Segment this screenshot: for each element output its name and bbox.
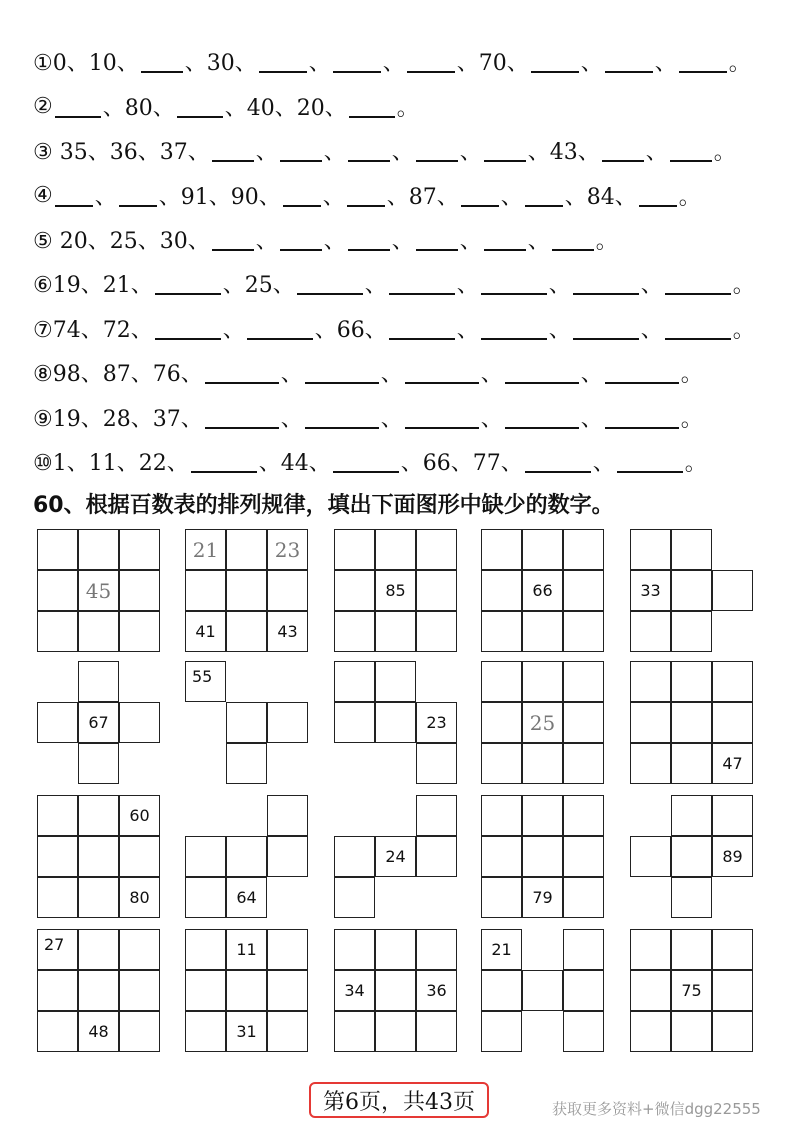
answer-blank[interactable] bbox=[665, 271, 731, 295]
sequence-text: 。 bbox=[713, 139, 736, 165]
sequence-text: 、 bbox=[323, 228, 346, 254]
grid-empty-cell[interactable] bbox=[267, 1011, 308, 1052]
answer-blank[interactable] bbox=[389, 271, 455, 295]
answer-blank[interactable] bbox=[405, 360, 479, 384]
grid-empty-cell[interactable] bbox=[185, 970, 226, 1011]
sequence-text: 、 bbox=[592, 450, 615, 476]
sequence-text: 、 bbox=[527, 228, 550, 254]
grid-empty-cell[interactable] bbox=[671, 570, 712, 611]
grid-given-number: 64 bbox=[226, 877, 267, 918]
grid-empty-cell[interactable] bbox=[37, 611, 78, 652]
sequence-text: 、 bbox=[580, 50, 603, 76]
grid-empty-cell[interactable] bbox=[712, 795, 753, 836]
sequence-text: 、 bbox=[548, 272, 571, 298]
grid-empty-cell[interactable] bbox=[334, 529, 375, 570]
grid-empty-cell[interactable] bbox=[267, 795, 308, 836]
grid-empty-cell[interactable] bbox=[375, 970, 416, 1011]
grid-empty-cell[interactable] bbox=[119, 529, 160, 570]
sequence-text: 。 bbox=[595, 228, 618, 254]
answer-blank[interactable] bbox=[525, 449, 591, 473]
grid-empty-cell[interactable] bbox=[481, 702, 522, 743]
answer-blank[interactable] bbox=[205, 405, 279, 429]
answer-blank[interactable] bbox=[280, 227, 322, 251]
answer-blank[interactable] bbox=[259, 49, 307, 73]
grid-empty-cell[interactable] bbox=[563, 1011, 604, 1052]
grid-empty-cell[interactable] bbox=[334, 702, 375, 743]
sequence-text: 、 bbox=[640, 272, 663, 298]
answer-blank[interactable] bbox=[155, 271, 221, 295]
sequence-text: 、66、77、 bbox=[400, 450, 523, 476]
grid-empty-cell[interactable] bbox=[416, 1011, 457, 1052]
grid-empty-cell[interactable] bbox=[522, 970, 563, 1011]
grid-given-number: 45 bbox=[78, 570, 119, 611]
grid-empty-cell[interactable] bbox=[563, 570, 604, 611]
grid-empty-cell[interactable] bbox=[481, 661, 522, 702]
grid-empty-cell[interactable] bbox=[522, 836, 563, 877]
grid-empty-cell[interactable] bbox=[563, 702, 604, 743]
grid-empty-cell[interactable] bbox=[481, 1011, 522, 1052]
grid-empty-cell[interactable] bbox=[78, 929, 119, 970]
answer-blank[interactable] bbox=[505, 405, 579, 429]
grid-empty-cell[interactable] bbox=[712, 661, 753, 702]
grid-empty-cell[interactable] bbox=[671, 702, 712, 743]
grid-empty-cell[interactable] bbox=[630, 970, 671, 1011]
grid-empty-cell[interactable] bbox=[37, 702, 78, 743]
sequence-text: 、 bbox=[580, 361, 603, 387]
sequence-row bbox=[33, 266, 755, 300]
grid-empty-cell[interactable] bbox=[375, 661, 416, 702]
sequence-text: ①0、10、 bbox=[33, 50, 139, 76]
answer-blank[interactable] bbox=[55, 183, 93, 207]
answer-blank[interactable] bbox=[605, 405, 679, 429]
grid-empty-cell[interactable] bbox=[416, 570, 457, 611]
grid-empty-cell[interactable] bbox=[416, 611, 457, 652]
sequence-text: 、87、 bbox=[386, 184, 459, 210]
answer-blank[interactable] bbox=[552, 227, 594, 251]
grid-empty-cell[interactable] bbox=[119, 929, 160, 970]
grid-empty-cell[interactable] bbox=[671, 836, 712, 877]
sequence-text: 、 bbox=[255, 139, 278, 165]
grid-empty-cell[interactable] bbox=[481, 836, 522, 877]
grid-empty-cell[interactable] bbox=[712, 702, 753, 743]
grid-given-number: 89 bbox=[712, 836, 753, 877]
grid-given-number: 48 bbox=[78, 1011, 119, 1052]
sequence-text: 、43、 bbox=[527, 139, 600, 165]
grid-empty-cell[interactable] bbox=[563, 877, 604, 918]
sequence-text: 、30、 bbox=[184, 50, 257, 76]
grid-empty-cell[interactable] bbox=[416, 795, 457, 836]
grid-empty-cell[interactable] bbox=[37, 529, 78, 570]
grid-empty-cell[interactable] bbox=[630, 929, 671, 970]
grid-empty-cell[interactable] bbox=[563, 795, 604, 836]
grid-given-number: 25 bbox=[522, 702, 563, 743]
grid-empty-cell[interactable] bbox=[712, 570, 753, 611]
answer-blank[interactable] bbox=[602, 138, 644, 162]
grid-empty-cell[interactable] bbox=[671, 743, 712, 784]
answer-blank[interactable] bbox=[212, 227, 254, 251]
grid-empty-cell[interactable] bbox=[226, 611, 267, 652]
grid-empty-cell[interactable] bbox=[671, 929, 712, 970]
grid-empty-cell[interactable] bbox=[671, 529, 712, 570]
grid-empty-cell[interactable] bbox=[671, 877, 712, 918]
answer-blank[interactable] bbox=[416, 138, 458, 162]
grid-empty-cell[interactable] bbox=[267, 836, 308, 877]
grid-empty-cell[interactable] bbox=[416, 743, 457, 784]
grid-empty-cell[interactable] bbox=[416, 529, 457, 570]
grid-given-number: 75 bbox=[671, 970, 712, 1011]
grid-empty-cell[interactable] bbox=[334, 929, 375, 970]
grid-empty-cell[interactable] bbox=[671, 795, 712, 836]
grid-empty-cell[interactable] bbox=[522, 529, 563, 570]
grid-given-number: 79 bbox=[522, 877, 563, 918]
sequence-text: ⑩1、11、22、 bbox=[33, 450, 189, 476]
answer-blank[interactable] bbox=[389, 316, 455, 340]
answer-blank[interactable] bbox=[212, 138, 254, 162]
grid-given-number: 66 bbox=[522, 570, 563, 611]
answer-blank[interactable] bbox=[531, 49, 579, 73]
sequence-text: 。 bbox=[396, 95, 419, 121]
grid-given-number: 34 bbox=[334, 970, 375, 1011]
sequence-text: 、 bbox=[459, 228, 482, 254]
sequence-text: ⑤ 20、25、30、 bbox=[33, 228, 210, 254]
grid-given-number: 21 bbox=[481, 929, 522, 970]
sequence-row bbox=[33, 133, 736, 167]
grid-empty-cell[interactable] bbox=[416, 929, 457, 970]
answer-blank[interactable] bbox=[247, 316, 313, 340]
grid-empty-cell[interactable] bbox=[226, 743, 267, 784]
sequence-text: 、 bbox=[548, 317, 571, 343]
grid-empty-cell[interactable] bbox=[630, 836, 671, 877]
sequence-text: 、 bbox=[380, 361, 403, 387]
sequence-text: 、 bbox=[323, 139, 346, 165]
grid-empty-cell[interactable] bbox=[375, 929, 416, 970]
grid-empty-cell[interactable] bbox=[334, 836, 375, 877]
answer-blank[interactable] bbox=[177, 94, 223, 118]
grid-given-number: 55 bbox=[185, 661, 226, 702]
grid-empty-cell[interactable] bbox=[563, 611, 604, 652]
answer-blank[interactable] bbox=[617, 449, 683, 473]
grid-given-number: 85 bbox=[375, 570, 416, 611]
grid-empty-cell[interactable] bbox=[267, 702, 308, 743]
sequence-text: 、25、 bbox=[222, 272, 295, 298]
sequence-text: 。 bbox=[732, 317, 755, 343]
grid-empty-cell[interactable] bbox=[78, 661, 119, 702]
grid-given-number: 23 bbox=[267, 529, 308, 570]
grid-empty-cell[interactable] bbox=[185, 836, 226, 877]
answer-blank[interactable] bbox=[605, 360, 679, 384]
sequence-text: ⑦74、72、 bbox=[33, 317, 153, 343]
grid-empty-cell[interactable] bbox=[37, 877, 78, 918]
sequence-text: 、84、 bbox=[564, 184, 637, 210]
answer-blank[interactable] bbox=[280, 138, 322, 162]
grid-empty-cell[interactable] bbox=[563, 743, 604, 784]
answer-blank[interactable] bbox=[305, 405, 379, 429]
sequence-text: 、 bbox=[391, 228, 414, 254]
grid-empty-cell[interactable] bbox=[267, 570, 308, 611]
sequence-text: 、 bbox=[94, 184, 117, 210]
grid-empty-cell[interactable] bbox=[185, 570, 226, 611]
grid-empty-cell[interactable] bbox=[78, 611, 119, 652]
watermark-text: 获取更多资料+微信dgg22555 bbox=[552, 1100, 761, 1118]
grid-empty-cell[interactable] bbox=[334, 570, 375, 611]
grid-empty-cell[interactable] bbox=[78, 836, 119, 877]
answer-blank[interactable] bbox=[484, 138, 526, 162]
grid-empty-cell[interactable] bbox=[375, 611, 416, 652]
sequence-text: 、44、 bbox=[258, 450, 331, 476]
answer-blank[interactable] bbox=[297, 271, 363, 295]
grid-empty-cell[interactable] bbox=[630, 1011, 671, 1052]
sequence-row bbox=[33, 222, 618, 256]
sequence-text: 。 bbox=[684, 450, 707, 476]
sequence-text: 、 bbox=[456, 272, 479, 298]
grid-empty-cell[interactable] bbox=[37, 836, 78, 877]
grid-empty-cell[interactable] bbox=[267, 970, 308, 1011]
sequence-row bbox=[33, 311, 755, 345]
sequence-row bbox=[33, 178, 701, 212]
answer-blank[interactable] bbox=[407, 49, 455, 73]
grid-empty-cell[interactable] bbox=[185, 1011, 226, 1052]
sequence-text: 。 bbox=[680, 406, 703, 432]
grid-empty-cell[interactable] bbox=[522, 611, 563, 652]
grid-given-number: 36 bbox=[416, 970, 457, 1011]
sequence-text: 、 bbox=[280, 361, 303, 387]
grid-empty-cell[interactable] bbox=[334, 611, 375, 652]
grid-empty-cell[interactable] bbox=[226, 529, 267, 570]
grid-empty-cell[interactable] bbox=[522, 743, 563, 784]
grid-given-number: 33 bbox=[630, 570, 671, 611]
grid-empty-cell[interactable] bbox=[563, 970, 604, 1011]
grid-empty-cell[interactable] bbox=[37, 1011, 78, 1052]
grid-empty-cell[interactable] bbox=[78, 877, 119, 918]
grid-empty-cell[interactable] bbox=[416, 836, 457, 877]
sequence-text: 、 bbox=[280, 406, 303, 432]
sequence-text: ④ bbox=[33, 182, 53, 208]
grid-empty-cell[interactable] bbox=[226, 702, 267, 743]
grid-empty-cell[interactable] bbox=[267, 929, 308, 970]
grid-empty-cell[interactable] bbox=[712, 970, 753, 1011]
grid-empty-cell[interactable] bbox=[630, 611, 671, 652]
grid-empty-cell[interactable] bbox=[630, 529, 671, 570]
answer-blank[interactable] bbox=[347, 183, 385, 207]
grid-empty-cell[interactable] bbox=[185, 929, 226, 970]
answer-blank[interactable] bbox=[333, 49, 381, 73]
sequence-text: 、 bbox=[500, 184, 523, 210]
answer-blank[interactable] bbox=[525, 183, 563, 207]
grid-empty-cell[interactable] bbox=[671, 661, 712, 702]
grid-empty-cell[interactable] bbox=[630, 661, 671, 702]
sequence-text: 、66、 bbox=[314, 317, 387, 343]
answer-blank[interactable] bbox=[348, 138, 390, 162]
sequence-text: 。 bbox=[678, 184, 701, 210]
grid-empty-cell[interactable] bbox=[375, 702, 416, 743]
answer-blank[interactable] bbox=[191, 449, 257, 473]
grid-empty-cell[interactable] bbox=[712, 929, 753, 970]
grid-given-number: 60 bbox=[119, 795, 160, 836]
grid-empty-cell[interactable] bbox=[630, 743, 671, 784]
answer-blank[interactable] bbox=[141, 49, 183, 73]
grid-empty-cell[interactable] bbox=[78, 529, 119, 570]
grid-empty-cell[interactable] bbox=[334, 1011, 375, 1052]
sequence-text: 、80、 bbox=[102, 95, 175, 121]
grid-empty-cell[interactable] bbox=[563, 836, 604, 877]
sequence-text: 、 bbox=[308, 50, 331, 76]
sequence-text: 、 bbox=[480, 406, 503, 432]
grid-empty-cell[interactable] bbox=[226, 836, 267, 877]
grid-empty-cell[interactable] bbox=[37, 570, 78, 611]
grid-empty-cell[interactable] bbox=[334, 877, 375, 918]
grid-empty-cell[interactable] bbox=[119, 1011, 160, 1052]
answer-blank[interactable] bbox=[119, 183, 157, 207]
answer-blank[interactable] bbox=[670, 138, 712, 162]
sequence-text: 、 bbox=[380, 406, 403, 432]
grid-empty-cell[interactable] bbox=[78, 970, 119, 1011]
sequence-text: 、 bbox=[654, 50, 677, 76]
sequence-text: 。 bbox=[680, 361, 703, 387]
answer-blank[interactable] bbox=[416, 227, 458, 251]
answer-blank[interactable] bbox=[573, 316, 639, 340]
grid-empty-cell[interactable] bbox=[37, 970, 78, 1011]
answer-blank[interactable] bbox=[348, 227, 390, 251]
answer-blank[interactable] bbox=[605, 49, 653, 73]
grid-given-number: 27 bbox=[37, 929, 78, 970]
sequence-row bbox=[33, 444, 707, 478]
grid-given-number: 41 bbox=[185, 611, 226, 652]
grid-empty-cell[interactable] bbox=[522, 795, 563, 836]
grid-empty-cell[interactable] bbox=[37, 795, 78, 836]
grid-empty-cell[interactable] bbox=[119, 702, 160, 743]
answer-blank[interactable] bbox=[333, 449, 399, 473]
answer-blank[interactable] bbox=[484, 227, 526, 251]
answer-blank[interactable] bbox=[461, 183, 499, 207]
sequence-row bbox=[33, 89, 419, 123]
sequence-text: ⑥19、21、 bbox=[33, 272, 153, 298]
grid-empty-cell[interactable] bbox=[375, 1011, 416, 1052]
grid-given-number: 31 bbox=[226, 1011, 267, 1052]
answer-blank[interactable] bbox=[665, 316, 731, 340]
grid-given-number: 24 bbox=[375, 836, 416, 877]
grid-empty-cell[interactable] bbox=[78, 743, 119, 784]
page-number-badge: 第6页，共43页 bbox=[309, 1082, 489, 1118]
grid-given-number: 21 bbox=[185, 529, 226, 570]
sequence-text: 、91、90、 bbox=[158, 184, 281, 210]
answer-blank[interactable] bbox=[679, 49, 727, 73]
grid-empty-cell[interactable] bbox=[226, 570, 267, 611]
grid-given-number: 43 bbox=[267, 611, 308, 652]
grid-empty-cell[interactable] bbox=[481, 570, 522, 611]
grid-empty-cell[interactable] bbox=[481, 611, 522, 652]
sequence-row bbox=[33, 400, 703, 434]
sequence-text: ③ 35、36、37、 bbox=[33, 139, 210, 165]
sequence-text: 、40、20、 bbox=[224, 95, 347, 121]
grid-given-number: 80 bbox=[119, 877, 160, 918]
grid-empty-cell[interactable] bbox=[522, 661, 563, 702]
grid-empty-cell[interactable] bbox=[563, 661, 604, 702]
answer-blank[interactable] bbox=[405, 405, 479, 429]
answer-blank[interactable] bbox=[639, 183, 677, 207]
grid-empty-cell[interactable] bbox=[78, 795, 119, 836]
sequence-text: ② bbox=[33, 93, 53, 119]
grid-empty-cell[interactable] bbox=[375, 529, 416, 570]
answer-blank[interactable] bbox=[283, 183, 321, 207]
sequence-text: 。 bbox=[728, 50, 751, 76]
grid-empty-cell[interactable] bbox=[481, 743, 522, 784]
sequence-text: 、 bbox=[222, 317, 245, 343]
sequence-text: 、 bbox=[645, 139, 668, 165]
grid-empty-cell[interactable] bbox=[481, 529, 522, 570]
sequence-text: 、 bbox=[364, 272, 387, 298]
sequence-text: 、 bbox=[322, 184, 345, 210]
grid-given-number: 11 bbox=[226, 929, 267, 970]
sequence-text: 、 bbox=[580, 406, 603, 432]
grid-empty-cell[interactable] bbox=[481, 877, 522, 918]
answer-blank[interactable] bbox=[55, 94, 101, 118]
grid-empty-cell[interactable] bbox=[563, 529, 604, 570]
sequence-text: 。 bbox=[732, 272, 755, 298]
answer-blank[interactable] bbox=[481, 271, 547, 295]
answer-blank[interactable] bbox=[573, 271, 639, 295]
grid-empty-cell[interactable] bbox=[671, 1011, 712, 1052]
answer-blank[interactable] bbox=[155, 316, 221, 340]
grid-empty-cell[interactable] bbox=[563, 929, 604, 970]
grid-empty-cell[interactable] bbox=[671, 611, 712, 652]
grid-empty-cell[interactable] bbox=[119, 836, 160, 877]
sequence-text: 、 bbox=[391, 139, 414, 165]
grid-empty-cell[interactable] bbox=[712, 1011, 753, 1052]
grid-empty-cell[interactable] bbox=[119, 570, 160, 611]
sequence-text: 、 bbox=[456, 317, 479, 343]
grid-empty-cell[interactable] bbox=[481, 795, 522, 836]
sequence-text: 、 bbox=[640, 317, 663, 343]
answer-blank[interactable] bbox=[305, 360, 379, 384]
grid-empty-cell[interactable] bbox=[185, 877, 226, 918]
grid-given-number: 23 bbox=[416, 702, 457, 743]
grid-empty-cell[interactable] bbox=[119, 611, 160, 652]
grid-given-number: 67 bbox=[78, 702, 119, 743]
sequence-row bbox=[33, 44, 751, 78]
sequence-text: 、 bbox=[255, 228, 278, 254]
answer-blank[interactable] bbox=[349, 94, 395, 118]
sequence-row bbox=[33, 355, 703, 389]
grid-empty-cell[interactable] bbox=[119, 970, 160, 1011]
sequence-text: ⑧98、87、76、 bbox=[33, 361, 203, 387]
grid-empty-cell[interactable] bbox=[226, 970, 267, 1011]
grid-empty-cell[interactable] bbox=[481, 970, 522, 1011]
answer-blank[interactable] bbox=[505, 360, 579, 384]
grid-empty-cell[interactable] bbox=[334, 661, 375, 702]
sequence-text: 、 bbox=[382, 50, 405, 76]
sequence-text: 、70、 bbox=[456, 50, 529, 76]
grid-given-number: 47 bbox=[712, 743, 753, 784]
sequence-text: 、 bbox=[480, 361, 503, 387]
sequence-text: ⑨19、28、37、 bbox=[33, 406, 203, 432]
answer-blank[interactable] bbox=[205, 360, 279, 384]
sequence-text: 、 bbox=[459, 139, 482, 165]
answer-blank[interactable] bbox=[481, 316, 547, 340]
question-heading: 60、根据百数表的排列规律，填出下面图形中缺少的数字。 bbox=[33, 493, 614, 518]
grid-empty-cell[interactable] bbox=[630, 702, 671, 743]
